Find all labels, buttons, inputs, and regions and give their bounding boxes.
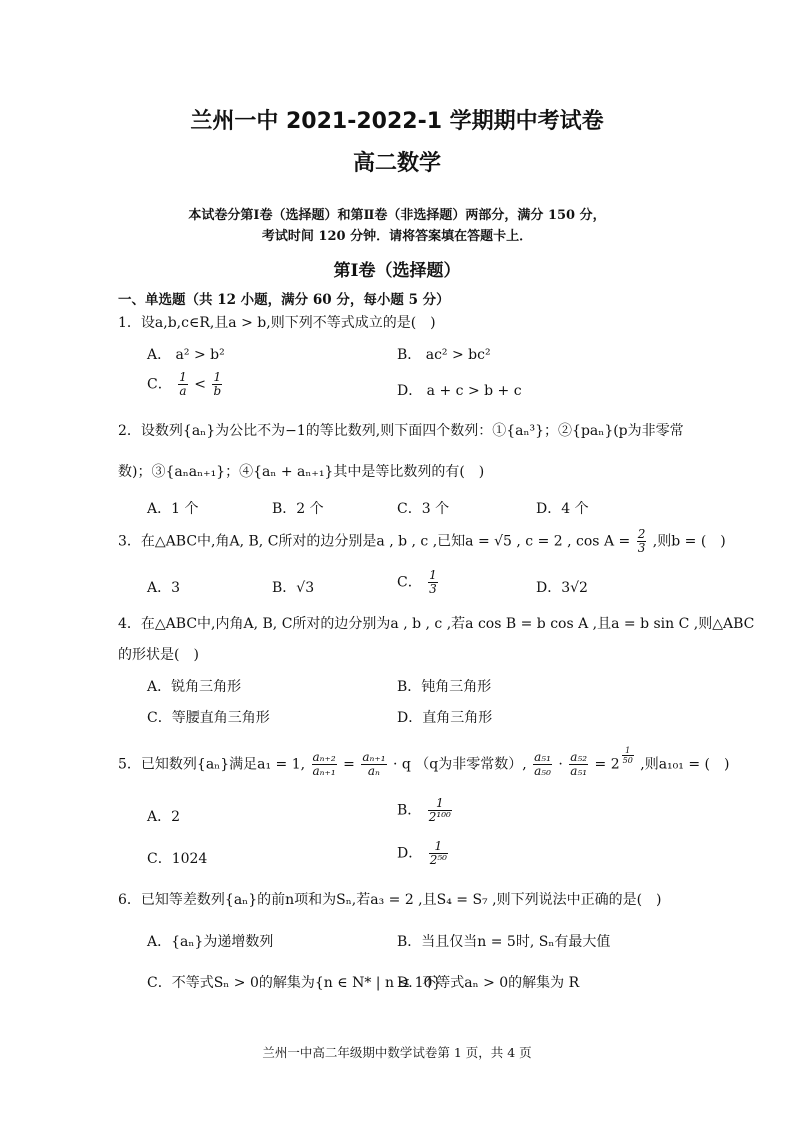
q5-option-b-label: B． (397, 802, 422, 819)
frac-numerator: a₅₁ (534, 750, 551, 765)
q6-option-a: A．{aₙ}为递增数列 (147, 934, 274, 950)
q4-option-b: B．钝角三角形 (397, 679, 492, 695)
q6-option-d: D．不等式aₙ > 0的解集为 R (397, 975, 580, 991)
q5-option-a: A．2 (147, 809, 181, 825)
q5-frac-an1-over-an (361, 751, 386, 778)
section-title: 一、单选题（共 12 小题，满分 60 分，每小题 5 分） (118, 292, 450, 308)
q3-option-a: A．3 (147, 580, 181, 596)
q5-stem-post: ,则a₁₀₁ = ( ) (640, 756, 730, 773)
q3-stem-post: ,则b = ( ) (652, 533, 726, 550)
q6-option-b: B．当且仅当n = 5时, Sₙ有最大值 (397, 934, 611, 950)
q5-equals: = (343, 756, 355, 773)
q5-frac-a52-over-a51 (569, 751, 588, 778)
frac-denominator: aₙ₊₁ (312, 764, 336, 779)
q3-option-b: B．√3 (272, 580, 315, 596)
q5-stem-mid: · q （q为非零常数）, (392, 756, 527, 773)
frac-denominator: a (179, 384, 187, 398)
q1-frac-1-over-a (178, 371, 188, 398)
q1-option-a: A． a² > b² (147, 347, 225, 363)
frac-numerator: 2 (637, 527, 646, 541)
q5-exponent-1-over-50 (622, 746, 634, 765)
frac-numerator: 1 (213, 370, 222, 384)
frac-numerator: aₙ₊₁ (362, 750, 386, 765)
q3-frac-2-over-3 (637, 528, 647, 555)
q3-frac-1-over-3 (428, 569, 438, 596)
q1-stem: 1．设a,b,c∈R,且a > b,则下列不等式成立的是( ) (118, 315, 436, 331)
q5-option-d (397, 840, 450, 867)
frac-numerator: a₅₂ (570, 750, 588, 765)
q5-equals-2: = 2 (594, 756, 620, 773)
frac-numerator: 1 (179, 370, 187, 384)
q1-option-c (147, 371, 224, 398)
frac-denominator: a₅₀ (534, 764, 551, 779)
frac-denominator: 2¹⁰⁰ (428, 810, 451, 824)
frac-denominator: 2⁵⁰ (429, 853, 447, 867)
intro-line-2: 考试时间 120 分钟．请将答案填在答题卡上． (261, 229, 533, 244)
q2-stem-line-1: 2．设数列{aₙ}为公比不为−1的等比数列,则下面四个数列：①{aₙ³}；②{paₙ}(p为非零常 (118, 423, 684, 439)
q1-option-c-label: C． (147, 376, 172, 393)
frac-denominator: a₅₁ (570, 764, 588, 779)
frac-denominator: b (213, 384, 222, 398)
q4-option-a: A．锐角三角形 (147, 679, 242, 695)
frac-numerator: 1 (622, 746, 634, 756)
q5-frac-1-over-2-50 (429, 840, 448, 867)
q5-frac-an2-over-an1 (312, 751, 337, 778)
frac-denominator: aₙ (367, 764, 380, 779)
q5-frac-a51-over-a50 (533, 751, 552, 778)
q3-option-d: D．3√2 (536, 580, 588, 596)
q3-option-c-label: C． (397, 574, 422, 591)
frac-numerator: 1 (429, 568, 437, 582)
q5-stem-pre: 5．已知数列{aₙ}满足a₁ = 1, (118, 756, 306, 773)
frac-numerator: 1 (429, 840, 448, 854)
q4-option-c: C．等腰直角三角形 (147, 710, 270, 726)
exam-subject: 高二数学 (352, 151, 441, 176)
q2-option-b: B．2 个 (272, 501, 324, 517)
q4-stem-line-2: 的形状是( ) (118, 647, 199, 663)
q4-stem-line-1: 4．在△ABC中,内角A, B, C所对的边分别为a , b , c ,若a cos B = b cos A ,且a = b sin C ,则△ABC (118, 616, 755, 632)
q5-option-b (397, 797, 454, 824)
page-footer: 兰州一中高二年级期中数学试卷第 1 页，共 4 页 (262, 1045, 532, 1060)
exam-title: 兰州一中 2021-2022-1 学期期中考试卷 (190, 109, 604, 134)
frac-denominator: 3 (637, 541, 646, 555)
frac-numerator: 1 (428, 797, 452, 811)
q5-frac-1-over-2-100 (428, 797, 452, 824)
q1-frac-1-over-b (212, 371, 222, 398)
frac-denominator: 50 (622, 756, 633, 765)
q1-option-b: B． ac² > bc² (397, 347, 491, 363)
q3-stem (118, 528, 726, 555)
intro-line-1: 本试卷分第Ⅰ卷（选择题）和第Ⅱ卷（非选择题）两部分，满分 150 分， (188, 208, 606, 223)
part-title: 第Ⅰ卷（选择题） (333, 261, 461, 281)
q2-stem-line-2: 数)；③{aₙaₙ₊₁}；④{aₙ + aₙ₊₁}其中是等比数列的有( ) (118, 464, 485, 480)
q5-option-d-label: D． (397, 845, 423, 862)
frac-denominator: 3 (429, 582, 437, 596)
q6-stem: 6．已知等差数列{aₙ}的前n项和为Sₙ,若a₃ = 2 ,且S₄ = S₇ ,则下列说法中正确的是( ) (118, 892, 662, 908)
q5-dot: · (558, 756, 563, 773)
q2-option-d: D．4 个 (536, 501, 589, 517)
q2-option-c: C．3 个 (397, 501, 450, 517)
frac-numerator: aₙ₊₂ (312, 750, 336, 765)
q1-option-d: D． a + c > b + c (397, 383, 522, 399)
q2-option-a: A．1 个 (147, 501, 199, 517)
q5-stem (118, 746, 729, 778)
q3-stem-pre: 3．在△ABC中,角A, B, C所对的边分别是a , b , c ,已知a = √5 , c = 2 , cos A = (118, 533, 631, 550)
q3-option-c (397, 569, 440, 596)
q5-option-c: C．1024 (147, 851, 208, 867)
q1-less-than: < (194, 376, 206, 393)
q4-option-d: D．直角三角形 (397, 710, 493, 726)
q6-option-c: C．不等式Sₙ > 0的解集为{n ∈ N* | n ≤ 10} (147, 975, 442, 991)
